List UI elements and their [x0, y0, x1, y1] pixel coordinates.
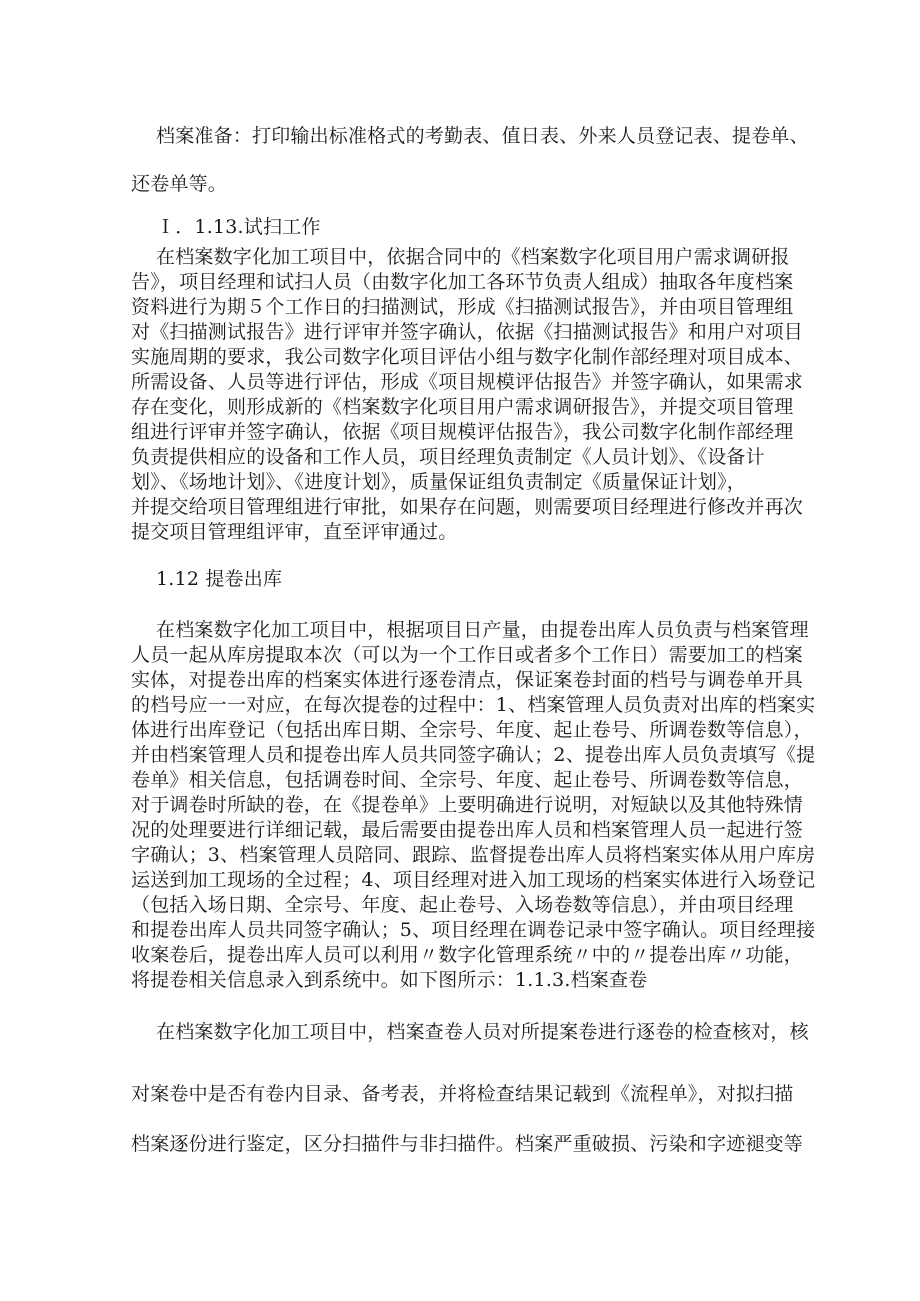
trial-scan-line: 提交项目管理组评审，直至评审通过。	[131, 521, 458, 543]
trial-scan-line: 所需设备、人员等进行评估，形成《项目规模评估报告》并签字确认，如果需求	[131, 371, 804, 393]
intro-line-1: 档案准备：打印输出标准格式的考勤表、值日表、外来人员登记表、提卷单、	[156, 125, 809, 147]
trial-scan-line: 存在变化，则形成新的《档案数字化项目用户需求调研报告》，并提交项目管理	[131, 396, 794, 418]
section-heading-retrieval: 1.12 提卷出库	[156, 568, 283, 590]
check-line: 在档案数字化加工项目中，档案查卷人员对所提案卷进行逐卷的检查核对，核	[156, 1021, 809, 1043]
trial-scan-line: 并提交给项目管理组进行审批，如果存在问题，则需要项目经理进行修改并再次	[131, 496, 804, 518]
trial-scan-line: 告》，项目经理和试扫人员（由数字化加工各环节负责人组成）抽取各年度档案	[131, 271, 794, 293]
retrieval-line: （包括入场日期、全宗号、年度、起止卷号、入场卷数等信息），并由项目经理	[131, 894, 794, 916]
retrieval-line: 并由档案管理人员和提卷出库人员共同签字确认；2、提卷出库人员负责填写《提	[131, 744, 816, 766]
trial-scan-line: 对《扫描测试报告》进行评审并签字确认，依据《扫描测试报告》和用户对项目	[131, 321, 804, 343]
retrieval-line: 将提卷相关信息录入到系统中。如下图所示：1.1.3.档案查卷	[131, 969, 648, 991]
trial-scan-line: 在档案数字化加工项目中，依据合同中的《档案数字化项目用户需求调研报	[156, 246, 790, 268]
retrieval-line: 人员一起从库房提取本次（可以为一个工作日或者多个工作日）需要加工的档案	[131, 644, 804, 666]
check-line: 对案卷中是否有卷内目录、备考表，并将检查结果记载到《流程单》，对拟扫描	[131, 1083, 794, 1105]
intro-line-2: 还卷单等。	[131, 173, 228, 195]
trial-scan-line: 负责提供相应的设备和工作人员，项目经理负责制定《人员计划》、《设备计	[131, 446, 765, 468]
retrieval-line: 体进行出库登记（包括出库日期、全宗号、年度、起止卷号、所调卷数等信息），	[131, 719, 813, 741]
section-heading-trial-scan: Ｉ．1.13.试扫工作	[156, 216, 321, 238]
retrieval-line: 卷单》相关信息，包括调卷时间、全宗号、年度、起止卷号、所调卷数等信息，	[131, 769, 804, 791]
retrieval-line: 在档案数字化加工项目中，根据项目日产量，由提卷出库人员负责与档案管理	[156, 619, 809, 641]
trial-scan-line: 划》、《场地计划》、《进度计划》，质量保证组负责制定《质量保证计划》，	[131, 471, 747, 493]
retrieval-line: 收案卷后，提卷出库人员可以利用〃数字化管理系统〃中的〃提卷出库〃功能，	[131, 944, 804, 966]
retrieval-line: 运送到加工现场的全过程；4、项目经理对进入加工现场的档案实体进行入场登记	[131, 869, 816, 891]
retrieval-line: 对于调卷时所缺的卷，在《提卷单》上要明确进行说明，对短缺以及其他特殊情	[131, 794, 804, 816]
retrieval-line: 实体，对提卷出库的档案实体进行逐卷清点，保证案卷封面的档号与调卷单开具	[131, 669, 804, 691]
retrieval-line: 的档号应一一对应，在每次提卷的过程中：1、档案管理人员负责对出库的档案实	[131, 694, 816, 716]
retrieval-line: 和提卷出库人员共同签字确认；5、项目经理在调卷记录中签字确认。项目经理接	[131, 919, 816, 941]
retrieval-line: 字确认；3、档案管理人员陪同、跟踪、监督提卷出库人员将档案实体从用户库房	[131, 844, 816, 866]
trial-scan-line: 组进行评审并签字确认，依据《项目规模评估报告》，我公司数字化制作部经理	[131, 421, 794, 443]
retrieval-line: 况的处理要进行详细记载，最后需要由提卷出库人员和档案管理人员一起进行签	[131, 819, 804, 841]
trial-scan-line: 实施周期的要求，我公司数字化项目评估小组与数字化制作部经理对项目成本、	[131, 346, 804, 368]
trial-scan-line: 资料进行为期５个工作日的扫描测试，形成《扫描测试报告》，并由项目管理组	[131, 296, 794, 318]
check-line: 档案逐份进行鉴定，区分扫描件与非扫描件。档案严重破损、污染和字迹褪变等	[131, 1133, 804, 1155]
